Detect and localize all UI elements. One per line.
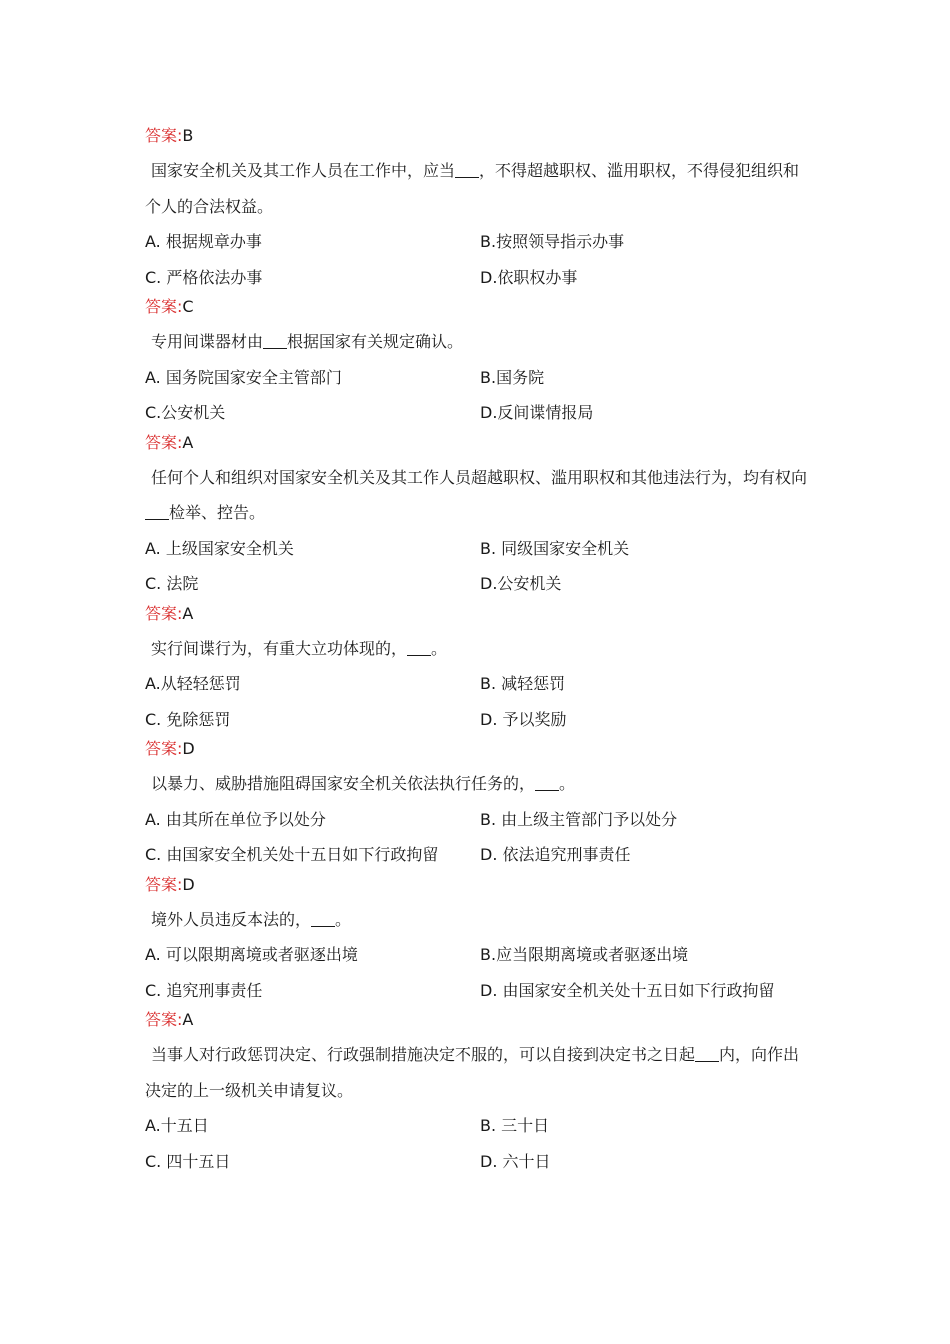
answer-value: A — [182, 603, 194, 623]
question-block — [145, 153, 815, 295]
answer-blank — [263, 330, 287, 349]
answer-value: D — [182, 874, 195, 894]
answer-label: 答案: — [145, 432, 183, 452]
option-c: C.公安机关 — [145, 403, 226, 422]
options-grid — [145, 666, 815, 737]
answer-value: B — [182, 126, 194, 145]
option-a: A. 国务院国家安全主管部门 — [145, 367, 342, 387]
option-d: D. 六十日 — [480, 1151, 551, 1171]
answer-label: 答案: — [145, 739, 183, 758]
option-d: D. 由国家安全机关处十五日如下行政拘留 — [480, 980, 775, 1000]
option-d: D.依职权办事 — [480, 267, 578, 287]
question-text: 实行间谍行为，有重大立功体现的， 。 — [151, 638, 448, 658]
option-c: C. 追究刑事责任 — [145, 980, 263, 1000]
option-b: B.按照领导指示办事 — [480, 232, 625, 251]
question-block — [145, 324, 815, 431]
question-text: 任何个人和组织对国家安全机关及其工作人员超越职权、滥用职权和其他违法行为，均有权向检举、控告。 — [145, 460, 815, 531]
option-c: C. 由国家安全机关处十五日如下行政拘留 — [145, 845, 439, 864]
options-grid — [145, 1108, 815, 1179]
answer-value: A — [182, 1010, 194, 1029]
options-grid — [145, 360, 815, 431]
option-d: D.反间谍情报局 — [480, 403, 594, 422]
option-c: C. 严格依法办事 — [145, 267, 263, 287]
option-c: C. 免除惩罚 — [145, 709, 231, 729]
option-a: A.十五日 — [145, 1116, 209, 1135]
option-a: A. 可以限期离境或者驱逐出境 — [145, 945, 358, 964]
options-grid — [145, 224, 815, 295]
answer-label: 答案: — [145, 1010, 183, 1029]
option-c: C. 四十五日 — [145, 1151, 231, 1171]
option-b: B.国务院 — [480, 367, 545, 387]
answer-value: C — [182, 297, 194, 316]
option-b: B. 同级国家安全机关 — [480, 538, 630, 558]
option-a: A. 由其所在单位予以处分 — [145, 809, 326, 829]
options-grid — [145, 531, 815, 602]
answer-blank — [695, 1043, 719, 1062]
option-b: B.应当限期离境或者驱逐出境 — [480, 945, 689, 964]
question-text: 当事人对行政惩罚决定、行政强制措施决定不服的，可以自接到决定书之日起 内，向作出决定的上一级机关申请复议。 — [145, 1045, 800, 1100]
answer-label: 答案: — [145, 297, 183, 316]
question-block — [145, 631, 815, 738]
question-text: 以暴力、威胁措施阻碍国家安全机关依法执行任务的， 。 — [151, 774, 576, 793]
question-block — [145, 766, 815, 873]
option-d: D.公安机关 — [480, 574, 562, 593]
options-grid — [145, 802, 815, 873]
option-c: C. 法院 — [145, 574, 199, 593]
question-block — [145, 902, 815, 1009]
option-b: B. 减轻惩罚 — [480, 674, 566, 693]
question-text: 国家安全机关及其工作人员在工作中，应当 ，不得超越职权、滥用职权，不得侵犯组织和个人的合法权益。 — [145, 161, 800, 216]
document-page — [145, 124, 815, 1179]
question-block — [145, 1037, 815, 1179]
answer-label: 答案: — [145, 874, 183, 894]
option-a: A. 上级国家安全机关 — [145, 538, 294, 558]
option-a: A.从轻轻惩罚 — [145, 674, 241, 693]
option-d: D. 依法追究刑事责任 — [480, 845, 631, 864]
question-text: 境外人员违反本法的， 。 — [151, 909, 352, 929]
answer-label: 答案: — [145, 126, 183, 145]
answer-blank — [311, 908, 335, 927]
option-d: D. 予以奖励 — [480, 709, 567, 729]
options-grid — [145, 937, 815, 1008]
answer-blank — [407, 637, 431, 656]
answer-blank — [455, 159, 479, 178]
question-block — [145, 460, 815, 602]
option-a: A. 根据规章办事 — [145, 232, 262, 251]
question-text: 专用间谍器材由 根据国家有关规定确认。 — [151, 332, 464, 351]
answer-blank — [535, 772, 559, 791]
option-b: B. 三十日 — [480, 1116, 550, 1135]
option-b: B. 由上级主管部门予以处分 — [480, 809, 678, 829]
answer-label: 答案: — [145, 603, 183, 623]
answer-value: A — [182, 432, 194, 452]
answer-value: D — [182, 739, 195, 758]
answer-blank — [145, 501, 169, 520]
